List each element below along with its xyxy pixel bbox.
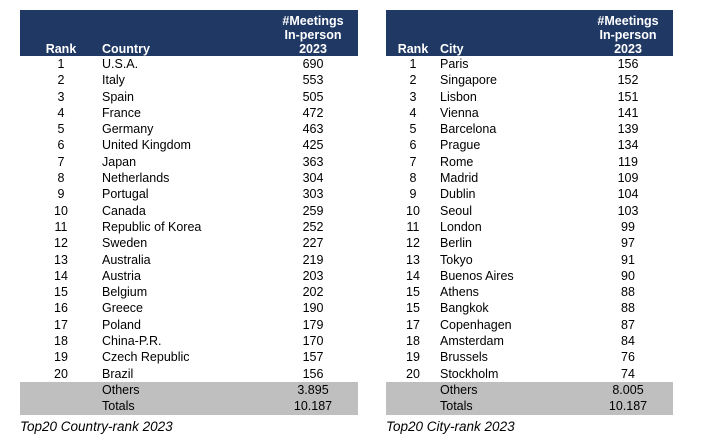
rank-cell: 1 — [409, 57, 417, 71]
table-row — [20, 333, 358, 349]
totals-row — [20, 398, 358, 414]
name-cell: Austria — [102, 268, 141, 283]
city-rows — [386, 56, 673, 382]
others-value: 3.895 — [268, 382, 358, 398]
rank-cell: 11 — [54, 219, 68, 234]
rank-cell: 13 — [406, 252, 420, 267]
totals-value: 10.187 — [583, 398, 673, 414]
rank-cell: 19 — [54, 350, 68, 365]
others-row — [20, 382, 358, 398]
rank-cell: 10 — [54, 203, 68, 218]
meetings-header-line: 2023 — [614, 42, 642, 56]
table-header-row — [386, 10, 673, 56]
totals-row — [386, 398, 673, 414]
table-row — [386, 170, 673, 186]
totals-value: 10.187 — [268, 398, 358, 414]
table-row — [20, 317, 358, 333]
table-row — [20, 105, 358, 121]
value-cell: 84 — [621, 334, 635, 349]
rank-cell: 15 — [406, 285, 420, 300]
table-row — [386, 186, 673, 202]
value-cell: 156 — [302, 366, 324, 381]
rank-cell: 14 — [54, 268, 68, 283]
rank-cell: 15 — [406, 301, 420, 316]
name-cell: Amsterdam — [440, 334, 504, 349]
totals-label: Totals — [440, 398, 583, 414]
value-cell: 179 — [302, 317, 324, 332]
value-cell: 304 — [302, 171, 324, 186]
footer-spacer — [20, 382, 102, 398]
name-cell: Italy — [102, 73, 125, 88]
value-cell: 553 — [302, 73, 324, 88]
name-cell: Brazil — [102, 366, 134, 381]
name-cell: Singapore — [440, 73, 497, 88]
rank-cell: 19 — [406, 350, 420, 365]
table-row — [20, 300, 358, 316]
name-cell: Dublin — [440, 187, 476, 202]
footer-spacer — [386, 382, 440, 398]
table-row — [20, 154, 358, 170]
value-cell: 97 — [621, 236, 635, 251]
rank-cell: 4 — [57, 105, 65, 120]
name-cell: France — [102, 105, 141, 120]
value-cell: 90 — [621, 268, 635, 283]
table-row — [20, 72, 358, 88]
name-cell: Netherlands — [102, 171, 170, 186]
table-row — [386, 300, 673, 316]
country-rank-table — [20, 10, 358, 415]
rank-cell: 9 — [57, 187, 65, 202]
meetings-header-line: #Meetings — [597, 14, 659, 28]
value-cell: 151 — [617, 89, 639, 104]
value-cell: 156 — [617, 57, 639, 71]
table-row — [386, 137, 673, 153]
table-row — [386, 56, 673, 72]
rank-header: Rank — [20, 10, 102, 56]
name-cell: London — [440, 219, 482, 234]
value-cell: 505 — [302, 89, 324, 104]
table-row — [20, 89, 358, 105]
name-cell: United Kingdom — [102, 138, 191, 153]
name-cell: Berlin — [440, 236, 472, 251]
rank-cell: 7 — [409, 154, 417, 169]
meetings-header-line: In-person — [599, 28, 657, 42]
city-rank-table — [386, 10, 673, 415]
meetings-header-line: 2023 — [299, 42, 327, 56]
name-cell: Vienna — [440, 105, 479, 120]
name-cell: China-P.R. — [102, 334, 162, 349]
value-cell: 463 — [302, 122, 324, 137]
value-cell: 141 — [617, 105, 639, 120]
name-cell: Belgium — [102, 285, 148, 300]
totals-label: Totals — [102, 398, 268, 414]
table-row — [20, 366, 358, 382]
rank-cell: 14 — [406, 268, 420, 283]
table-row — [386, 268, 673, 284]
value-cell: 157 — [302, 350, 324, 365]
rank-cell: 3 — [57, 89, 65, 104]
name-cell: Bangkok — [440, 301, 489, 316]
name-cell: Czech Republic — [102, 350, 190, 365]
name-cell: Buenos Aires — [440, 268, 514, 283]
name-cell: Stockholm — [440, 366, 499, 381]
value-cell: 74 — [621, 366, 635, 381]
table-row — [20, 268, 358, 284]
rank-cell: 17 — [406, 317, 420, 332]
others-label: Others — [102, 382, 268, 398]
rank-cell: 7 — [57, 154, 65, 169]
name-cell: Poland — [102, 317, 141, 332]
rank-cell: 3 — [409, 89, 417, 104]
value-cell: 219 — [302, 252, 324, 267]
name-cell: Sweden — [102, 236, 148, 251]
name-cell: Germany — [102, 122, 154, 137]
rank-cell: 5 — [409, 122, 417, 137]
city-rank-panel — [386, 10, 673, 434]
name-cell: U.S.A. — [102, 57, 139, 71]
rank-cell: 18 — [54, 334, 68, 349]
value-cell: 227 — [302, 236, 324, 251]
city-header: City — [440, 10, 583, 56]
name-cell: Madrid — [440, 171, 479, 186]
rank-cell: 15 — [54, 285, 68, 300]
others-label: Others — [440, 382, 583, 398]
rank-cell: 5 — [57, 122, 65, 137]
table-row — [20, 186, 358, 202]
value-cell: 425 — [302, 138, 324, 153]
country-header: Country — [102, 10, 268, 56]
table-row — [386, 252, 673, 268]
city-table-caption: Top20 City-rank 2023 — [386, 418, 515, 434]
table-row — [386, 154, 673, 170]
value-cell: 170 — [302, 334, 324, 349]
value-cell: 472 — [302, 105, 324, 120]
table-row — [20, 284, 358, 300]
rank-cell: 13 — [54, 252, 68, 267]
table-row — [20, 219, 358, 235]
rank-cell: 1 — [57, 57, 65, 71]
table-row — [386, 105, 673, 121]
value-cell: 109 — [617, 171, 639, 186]
table-row — [386, 333, 673, 349]
rank-cell: 17 — [54, 317, 68, 332]
rank-cell: 20 — [406, 366, 420, 381]
value-cell: 134 — [617, 138, 639, 153]
rank-cell: 11 — [406, 219, 420, 234]
name-cell: Australia — [102, 252, 151, 267]
table-row — [386, 219, 673, 235]
rank-cell: 8 — [409, 171, 417, 186]
table-row — [20, 170, 358, 186]
table-row — [20, 252, 358, 268]
value-cell: 139 — [617, 122, 639, 137]
value-cell: 190 — [302, 301, 324, 316]
table-row — [20, 349, 358, 365]
rank-cell: 8 — [57, 171, 65, 186]
table-row — [386, 121, 673, 137]
name-cell: Brussels — [440, 350, 488, 365]
value-cell: 91 — [621, 252, 635, 267]
others-row — [386, 382, 673, 398]
value-cell: 303 — [302, 187, 324, 202]
country-rows — [20, 56, 358, 382]
rank-cell: 6 — [57, 138, 65, 153]
name-cell: Tokyo — [440, 252, 473, 267]
meetings-header — [583, 10, 673, 56]
country-table-caption: Top20 Country-rank 2023 — [20, 418, 173, 434]
value-cell: 259 — [302, 203, 324, 218]
footer-spacer — [20, 398, 102, 414]
name-cell: Lisbon — [440, 89, 477, 104]
rank-cell: 2 — [409, 73, 417, 88]
name-cell: Japan — [102, 154, 137, 169]
name-cell: Portugal — [102, 187, 149, 202]
value-cell: 76 — [621, 350, 635, 365]
name-cell: Rome — [440, 154, 474, 169]
rank-cell: 9 — [409, 187, 417, 202]
meetings-header-line: #Meetings — [282, 14, 344, 28]
name-cell: Spain — [102, 89, 134, 104]
name-cell: Copenhagen — [440, 317, 512, 332]
value-cell: 252 — [302, 219, 324, 234]
meetings-header — [268, 10, 358, 56]
name-cell: Athens — [440, 285, 479, 300]
rank-cell: 16 — [54, 301, 68, 316]
name-cell: Paris — [440, 57, 469, 71]
value-cell: 88 — [621, 301, 635, 316]
meetings-header-line: In-person — [284, 28, 342, 42]
table-row — [20, 56, 358, 72]
value-cell: 152 — [617, 73, 639, 88]
value-cell: 119 — [618, 154, 638, 169]
table-header-row — [20, 10, 358, 56]
rank-cell: 10 — [406, 203, 420, 218]
table-row — [20, 137, 358, 153]
name-cell: Canada — [102, 203, 146, 218]
rank-cell: 12 — [406, 236, 420, 251]
rank-cell: 4 — [409, 105, 417, 120]
name-cell: Prague — [440, 138, 481, 153]
name-cell: Greece — [102, 301, 143, 316]
name-cell: Republic of Korea — [102, 219, 202, 234]
others-value: 8.005 — [583, 382, 673, 398]
rank-cell: 18 — [406, 334, 420, 349]
value-cell: 202 — [302, 285, 324, 300]
value-cell: 690 — [302, 57, 324, 71]
name-cell: Seoul — [440, 203, 472, 218]
table-row — [20, 203, 358, 219]
value-cell: 99 — [621, 219, 635, 234]
table-row — [20, 235, 358, 251]
rank-cell: 2 — [57, 73, 65, 88]
table-row — [386, 89, 673, 105]
table-row — [386, 317, 673, 333]
table-row — [386, 203, 673, 219]
table-row — [386, 284, 673, 300]
country-rank-panel — [20, 10, 358, 434]
rank-cell: 20 — [54, 366, 68, 381]
rank-cell: 6 — [409, 138, 417, 153]
table-row — [386, 366, 673, 382]
table-row — [386, 349, 673, 365]
value-cell: 363 — [302, 154, 324, 169]
value-cell: 203 — [302, 268, 324, 283]
footer-spacer — [386, 398, 440, 414]
value-cell: 87 — [621, 317, 635, 332]
value-cell: 103 — [617, 203, 639, 218]
table-row — [386, 72, 673, 88]
rank-header: Rank — [386, 10, 440, 56]
rank-cell: 12 — [54, 236, 68, 251]
name-cell: Barcelona — [440, 122, 497, 137]
table-row — [20, 121, 358, 137]
table-row — [386, 235, 673, 251]
value-cell: 88 — [621, 285, 635, 300]
value-cell: 104 — [617, 187, 639, 202]
